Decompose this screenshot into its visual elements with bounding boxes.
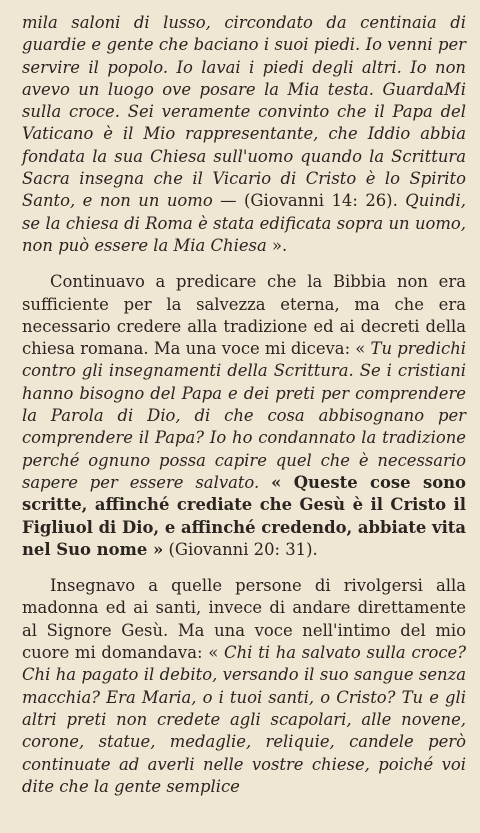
text-segment: [259, 473, 271, 492]
paragraph-2: [22, 271, 466, 561]
text-segment: Tu predichi contro gli insegnamenti della Scrittura. Se i cristiani hanno bisogno del Papa e dei preti per comprendere la Parola di Dio, di che cosa abbisognano per comprendere il Papa? Io ho condannato la tradizione perché ognuno possa capire quel che è necessario sapere per essere salvato.: [22, 339, 466, 492]
text-segment: Insegnavo a quelle persone di rivolgersi alla madonna ed ai santi, invece di andare direttamente al Signore Gesù. Ma una voce nell'intimo del mio cuore mi domandava: «: [22, 576, 466, 663]
text-segment: mila saloni di lusso, circondato da centinaia di guardie e gente che baciano i suoi piedi. Io venni per servire il popolo. Io lavai i piedi degli altri. Io non avevo un luogo ove posare la Mia testa. GuardaMi sulla croce. Sei veramente convinto che il Papa del Vaticano è il Mio rappresentante, che Iddio abbia fondata la sua Chiesa sull'uomo quando la Scrittura Sacra insegna che il Vicario di Cristo è lo Spirito Santo, e non un uomo: [22, 13, 466, 211]
text-segment: Chi ti ha salvato sulla croce? Chi ha pagato il debito, versando il suo sangue senza macchia? Era Maria, o i tuoi santi, o Cristo? Tu e gli altri preti non credete agli scapolari, alle novene, corone, statue, medaglie, reliquie, candele però continuate ad averli nelle vostre chiese, poiché voi dite che la gente semplice: [22, 643, 466, 796]
text-segment: Continuavo a predicare che la Bibbia non era sufficiente per la salvezza eterna, ma che era necessario credere alla tradizione ed ai decreti della chiesa romana. Ma una voce mi diceva: «: [22, 272, 466, 359]
text-segment: — (Giovanni 14: 26).: [212, 191, 406, 211]
text-segment-bold: « Queste cose sono scritte, affinché crediate che Gesù è il Cristo il Figliuol di Dio, e affinché credendo, abbiate vita nel Suo nome »: [22, 472, 466, 559]
text-segment: ».: [266, 235, 288, 255]
text-segment: Quindi, se la chiesa di Roma è stata edificata sopra un uomo, non può essere la Mia Chiesa: [22, 191, 467, 255]
text-segment: (Giovanni 20: 31).: [163, 539, 318, 559]
paragraph-1: [22, 12, 466, 257]
paragraph-3: [22, 575, 466, 798]
